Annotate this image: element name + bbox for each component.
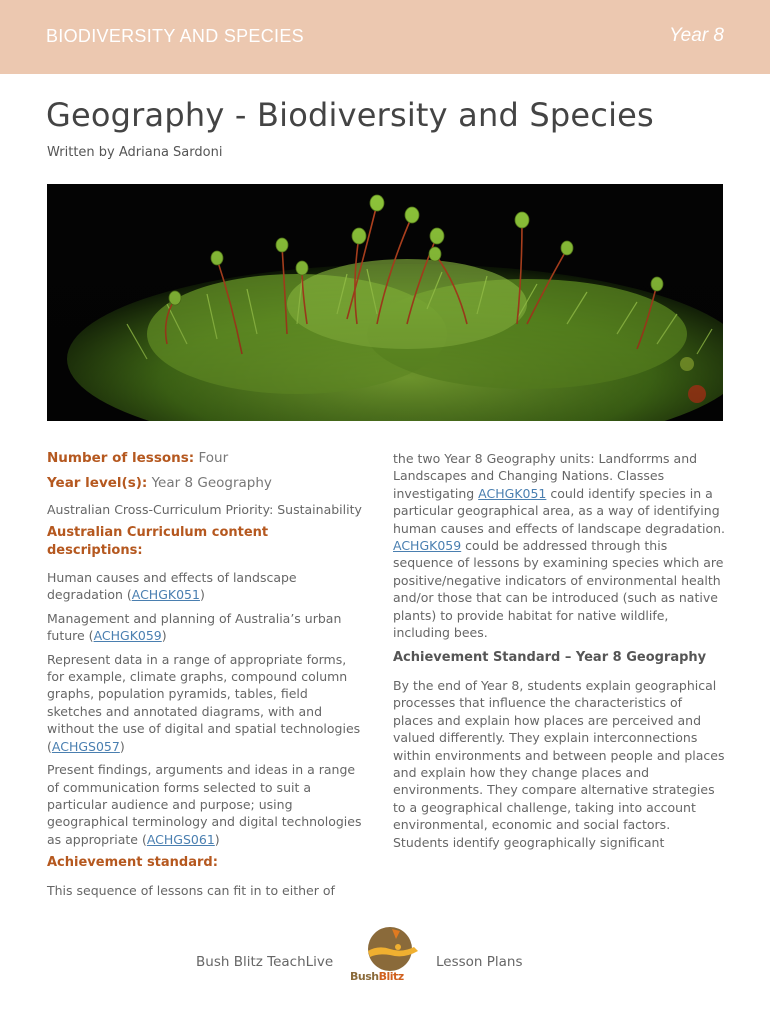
content-item xyxy=(47,761,365,848)
curriculum-code-link[interactable]: ACHGS061 xyxy=(146,831,215,847)
content-item-text: Management and planning of Australia’s urban future ( xyxy=(47,610,342,644)
logo-word-bush: Bush xyxy=(350,970,379,983)
content-item-text: Human causes and effects of landscape degradation ( xyxy=(47,570,297,603)
logo-word-blitz: Blitz xyxy=(378,970,404,983)
content-item xyxy=(47,651,365,755)
footer-right: Lesson Plans xyxy=(436,954,523,970)
content-item-end: ) xyxy=(119,738,125,754)
priority-text: Australian Cross-Curriculum Priority: Sustainability xyxy=(47,501,362,517)
content-item-end: ) xyxy=(214,831,220,847)
footer xyxy=(0,925,770,985)
curriculum-code-link[interactable]: ACHGK059 xyxy=(393,538,462,554)
right-column xyxy=(393,450,725,855)
moss-photo xyxy=(47,184,723,421)
lessons-value: Four xyxy=(194,450,229,466)
moss-illustration xyxy=(47,184,723,421)
content-item-text: Present findings, arguments and ideas in a range of communication forms selected to suit a particular audience and purpose; using geographical terminology and digital technologies as appropriate ( xyxy=(47,762,362,847)
logo-wordmark xyxy=(350,970,404,983)
byline: Written by Adriana Sardoni xyxy=(47,145,223,160)
units-text-b: could identify species in a particular geographical area, as a way of identifying human causes and effects of landscape degradation. xyxy=(393,485,725,536)
year-row xyxy=(47,475,365,492)
footer-left: Bush Blitz TeachLive xyxy=(196,954,334,970)
content-item xyxy=(47,569,365,604)
curriculum-code-link[interactable]: ACHGK051 xyxy=(131,587,200,603)
content-item-end: ) xyxy=(161,628,167,644)
units-paragraph xyxy=(393,450,725,641)
content-heading: Australian Curriculum content descriptions: xyxy=(47,525,269,558)
page-title: Geography - Biodiversity and Species xyxy=(46,96,654,134)
year-label: Year level(s): xyxy=(47,475,148,492)
left-column xyxy=(47,450,365,903)
header-bar xyxy=(0,0,770,74)
header-year: Year 8 xyxy=(669,25,724,46)
achievement-heading: Achievement standard: xyxy=(47,855,218,871)
units-text-c: could be addressed through this sequence of lessons by examining species which are positive/negative indicators of environmental health and/or those that can be introduced (such as native plants) to provide habitat for native wildlife, including bees. xyxy=(393,538,724,641)
content-item-text: Represent data in a range of appropriate forms, for example, climate graphs, compound column graphs, population pyramids, tables, field sketches and annotated diagrams, with and without the use of digital and spatial technologies ( xyxy=(47,651,361,754)
achievement-standard-text: By the end of Year 8, students explain geographical processes that influence the characteristics of places and explain how places are perceived and valued differently. They explain interconnections within environments and between people and places and explain how they change places and environments. They compare alternative strategies to a geographical challenge, taking into account environmental, economic and social factors. xyxy=(393,677,725,833)
header-topic: BIODIVERSITY AND SPECIES xyxy=(46,26,304,46)
lessons-row xyxy=(47,450,365,467)
achievement-standard-text-2: Students identify geographically significant xyxy=(393,834,665,850)
lessons-label: Number of lessons: xyxy=(47,450,195,466)
units-text-a: the two Year 8 Geography units: Landforrms and Landscapes and Changing Nations. Classes investigating xyxy=(393,451,698,501)
curriculum-code-link[interactable]: ACHGS057 xyxy=(51,738,120,754)
achievement-text: This sequence of lessons can fit in to either of xyxy=(47,882,335,898)
content-item xyxy=(47,610,365,645)
content-item-end: ) xyxy=(199,587,205,603)
curriculum-code-link[interactable]: ACHGK059 xyxy=(93,628,162,644)
achievement-standard-heading: Achievement Standard – Year 8 Geography xyxy=(393,650,707,666)
curriculum-code-link[interactable]: ACHGK051 xyxy=(478,485,547,501)
year-value: Year 8 Geography xyxy=(147,475,272,492)
